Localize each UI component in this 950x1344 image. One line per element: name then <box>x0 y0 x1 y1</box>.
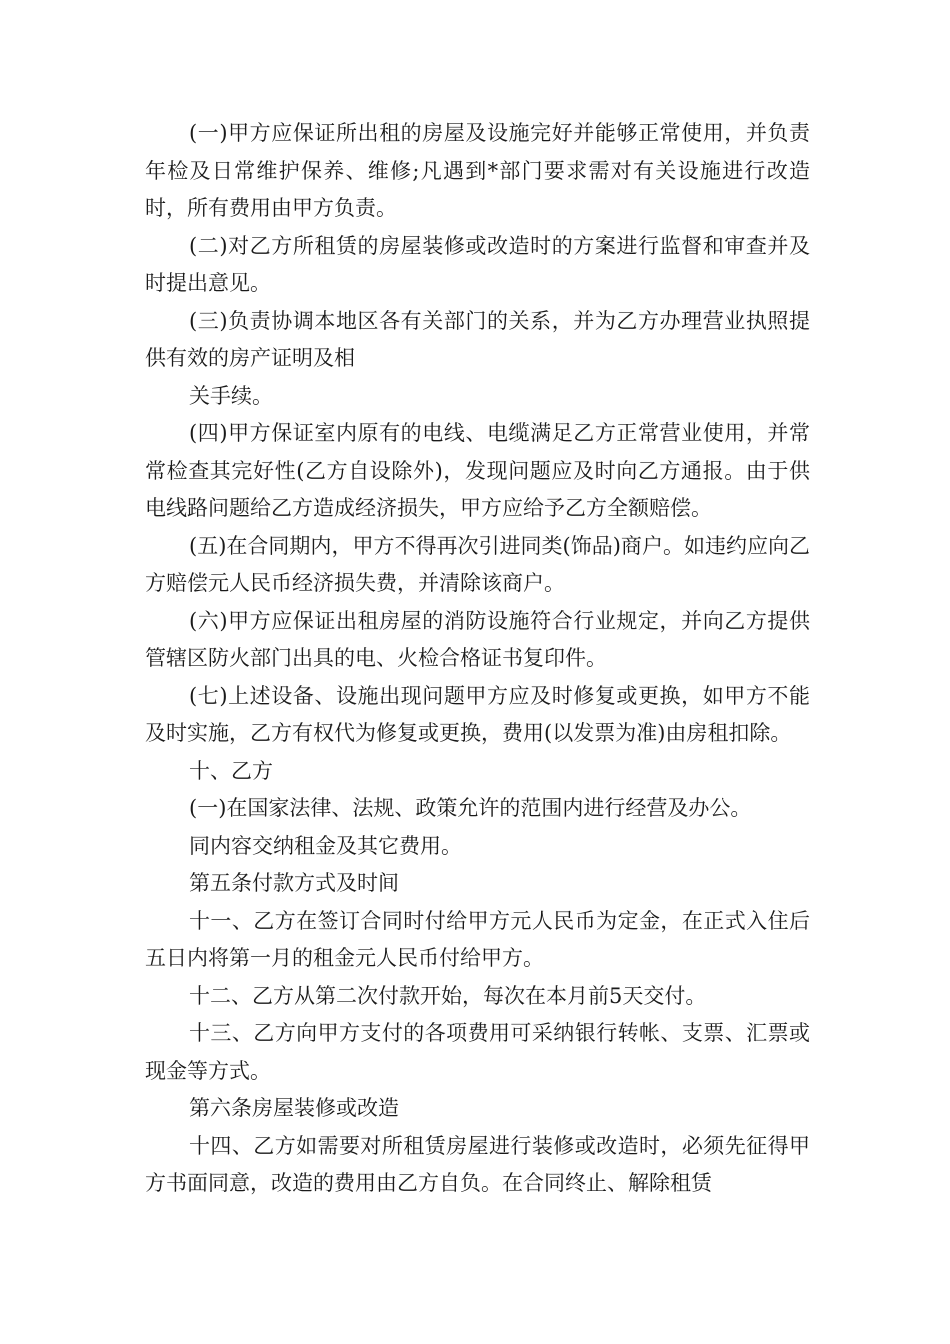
document-body <box>145 115 810 1203</box>
paragraph-clause-1-tenant: (一)在国家法律、法规、政策允许的范围内进行经营及办公。 <box>189 796 752 820</box>
paragraph-item-11: 十一、乙方在签订合同时付给甲方元人民币为定金，在正式入住后五日内将第一月的租金元人民币付给甲方。 <box>145 908 810 970</box>
paragraph-item-13: 十三、乙方向甲方支付的各项费用可采纳银行转帐、支票、汇票或现金等方式。 <box>145 1021 810 1083</box>
paragraph-clause-5-landlord: (五)在合同期内，甲方不得再次引进同类(饰品)商户。如违约应向乙方赔偿元人民币经济损失费，并清除该商户。 <box>145 533 810 595</box>
paragraph-clause-6-landlord: (六)甲方应保证出租房屋的消防设施符合行业规定，并向乙方提供管辖区防火部门出具的电、火检合格证书复印件。 <box>145 608 810 670</box>
paragraph-clause-4-landlord: (四)甲方保证室内原有的电线、电缆满足乙方正常营业使用，并常常检查其完好性(乙方自设除外)，发现问题应及时向乙方通报。由于供电线路问题给乙方造成经济损失，甲方应给予乙方全额赔偿。 <box>145 421 810 520</box>
paragraph-clause-1-landlord: (一)甲方应保证所出租的房屋及设施完好并能够正常使用，并负责年检及日常维护保养、维修;凡遇到*部门要求需对有关设施进行改造时，所有费用由甲方负责。 <box>145 121 810 220</box>
paragraph-item-14: 十四、乙方如需要对所租赁房屋进行装修或改造时，必须先征得甲方书面同意，改造的费用由乙方自负。在合同终止、解除租赁 <box>145 1133 810 1195</box>
section-heading-tenant: 十、乙方 <box>189 758 273 783</box>
paragraph-rent-payment: 同内容交纳租金及其它费用。 <box>189 833 462 858</box>
paragraph-clause-3-continued: 关手续。 <box>189 383 273 408</box>
paragraph-clause-7-landlord: (七)上述设备、设施出现问题甲方应及时修复或更换，如甲方不能及时实施，乙方有权代为修复或更换，费用(以发票为准)由房租扣除。 <box>145 683 810 745</box>
paragraph-item-12: 十二、乙方从第二次付款开始，每次在本月前5天交付。 <box>189 983 707 1008</box>
paragraph-clause-2-landlord: (二)对乙方所租赁的房屋装修或改造时的方案进行监督和审查并及时提出意见。 <box>145 233 810 295</box>
article-heading-renovation: 第六条房屋装修或改造 <box>189 1096 399 1120</box>
paragraph-clause-3-landlord: (三)负责协调本地区各有关部门的关系，并为乙方办理营业执照提供有效的房产证明及相 <box>145 308 810 370</box>
article-heading-payment: 第五条付款方式及时间 <box>189 871 399 895</box>
